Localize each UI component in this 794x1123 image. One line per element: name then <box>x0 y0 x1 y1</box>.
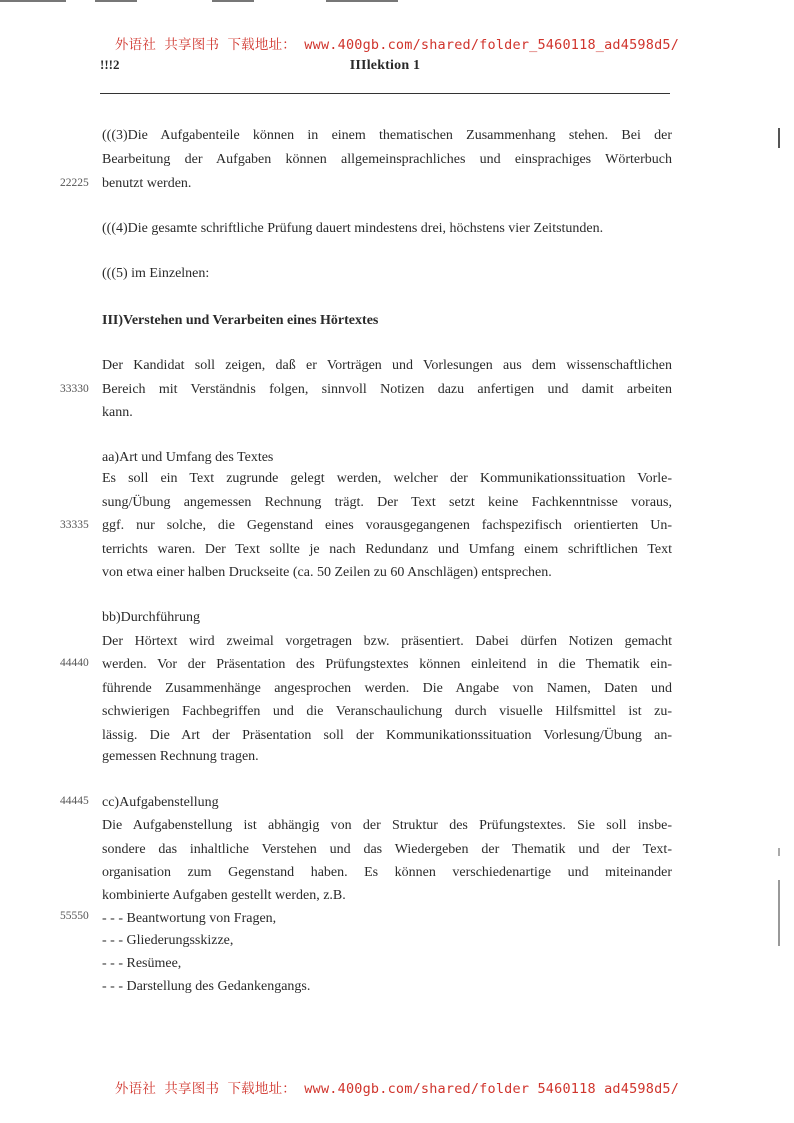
subsection-heading: cc)Aufgabenstellung <box>102 795 219 810</box>
paragraph-line: sondere das inhaltliche Verstehen und das Wiedergeben der Thematik und der Text- <box>102 842 672 857</box>
subsection-heading: aa)Art und Umfang des Textes <box>102 450 274 465</box>
line-number: 55550 <box>60 910 89 922</box>
paragraph-line: lässig. Die Art der Präsentation soll der Kommunikationssituation Vorlesung/Übung an- <box>102 728 672 743</box>
running-title: IIIlektion 1 <box>349 58 421 73</box>
paragraph-line: schwierigen Fachbegriffen und die Veranschaulichung durch visuelle Hilfsmittel ist zu- <box>102 704 672 719</box>
paragraph-line: sung/Übung angemessen Rechnung trägt. Der Text setzt keine Fachkenntnisse voraus, <box>102 495 672 510</box>
paragraph-line: (((4)Die gesamte schriftliche Prüfung dauert mindestens drei, höchstens vier Zeitstunden. <box>102 221 604 236</box>
paragraph-line: Die Aufgabenstellung ist abhängig von der Struktur des Prüfungstextes. Sie soll insbe- <box>102 818 672 833</box>
paragraph-line: terrichts waren. Der Text sollte je nach Redundanz und Umfang einem schriftlichen Text <box>102 542 672 557</box>
paragraph-line: Bereich mit Verständnis folgen, sinnvoll Notizen dazu anfertigen und damit arbeiten <box>102 382 672 397</box>
page-header <box>100 57 670 94</box>
paragraph-line: ggf. nur solche, die Gegenstand eines vorausgegangenen fachspezifisch orientierten Un- <box>102 518 672 533</box>
paragraph-line: gemessen Rechnung tragen. <box>102 749 259 764</box>
paragraph-line: (((5) im Einzelnen: <box>102 266 210 281</box>
line-number: 22225 <box>60 177 89 189</box>
subsection-heading: bb)Durchführung <box>102 610 200 625</box>
line-number: 33335 <box>60 519 89 531</box>
paragraph-line: kombinierte Aufgaben gestellt werden, z.B. <box>102 888 346 903</box>
paragraph-line: Es soll ein Text zugrunde gelegt werden, welcher der Kommunikationssituation Vorle- <box>102 471 672 486</box>
margin-mark <box>778 128 780 148</box>
margin-mark <box>778 880 780 946</box>
paragraph-line: organisation zum Gegenstand haben. Es können verschiedenartige und miteinander <box>102 865 672 880</box>
list-item: - - - Beantwortung von Fragen, <box>102 911 277 926</box>
paragraph-line: von etwa einer halben Druckseite (ca. 50 Zeilen zu 60 Anschlägen) entsprechen. <box>102 565 552 580</box>
paragraph-line: Der Kandidat soll zeigen, daß er Vorträgen und Vorlesungen aus dem wissenschaftlichen <box>102 358 672 373</box>
list-item: - - - Gliederungsskizze, <box>102 933 234 948</box>
scan-edge-marks <box>0 0 794 3</box>
line-number: 33330 <box>60 383 89 395</box>
paragraph-line: (((3)Die Aufgabenteile können in einem thematischen Zusammenhang stehen. Bei der <box>102 128 672 143</box>
section-heading: III)Verstehen und Verarbeiten eines Hörtextes <box>102 313 379 328</box>
paragraph-line: kann. <box>102 405 133 420</box>
paragraph-line: Bearbeitung der Aufgaben können allgemeinsprachliches und einsprachiges Wörterbuch <box>102 152 672 167</box>
line-number: 44445 <box>60 795 89 807</box>
list-item: - - - Darstellung des Gedankengangs. <box>102 979 311 994</box>
list-item: - - - Resümee, <box>102 956 182 971</box>
watermark-bottom: 外语社 共享图书 下载地址： www.400gb.com/shared/folder 5460118 ad4598d5/ <box>114 1081 680 1097</box>
page-number: !!!2 <box>100 57 120 72</box>
paragraph-line: benutzt werden. <box>102 176 192 191</box>
paragraph-line: Der Hörtext wird zweimal vorgetragen bzw. präsentiert. Dabei dürfen Notizen gemacht <box>102 634 672 649</box>
margin-mark <box>778 848 780 856</box>
paragraph-line: führende Zusammenhänge angesprochen werden. Die Angabe von Namen, Daten und <box>102 681 672 696</box>
paragraph-line: werden. Vor der Präsentation des Prüfungstextes können einleitend in die Thematik ein- <box>102 657 672 672</box>
line-number: 44440 <box>60 657 89 669</box>
watermark-top: 外语社 共享图书 下载地址： www.400gb.com/shared/folder_5460118_ad4598d5/ <box>114 37 680 53</box>
